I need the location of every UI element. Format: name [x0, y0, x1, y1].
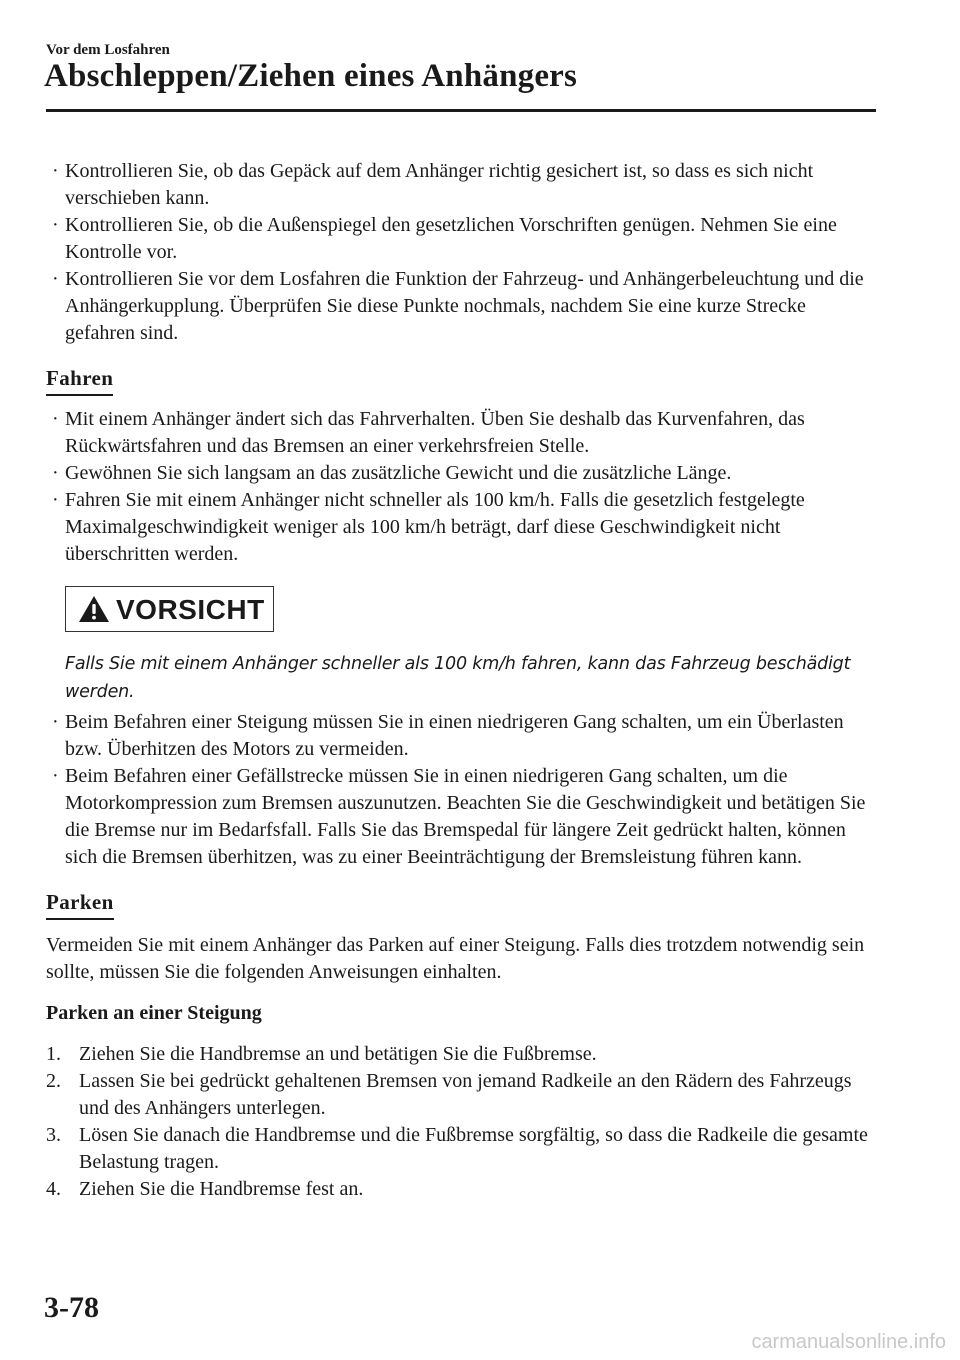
fahren-bullet-list-continued: [46, 709, 876, 871]
watermark: carmanualsonline.info: [751, 1331, 946, 1353]
bullet-text: Beim Befahren einer Gefällstrecke müssen Sie in einen niedrigeren Gang schalten, um die Motorkompression zum Bremsen auszunutzen. Beachten Sie die Geschwindigkeit und betätigen Sie die Bremse nur im Bedarfsfall. Falls Sie das Bremspedal für längere Zeit gedrückt halten, können sich die Bremsen überhitzen, was zu einer Beeinträchtigung der Bremsleistung führen kann.: [65, 765, 866, 868]
bullet-text: Kontrollieren Sie vor dem Losfahren die Funktion der Fahrzeug- und Anhängerbeleuchtung und die Anhängerkupplung. Überprüfen Sie diese Punkte nochmals, nachdem Sie eine kurze Strecke gefahren sind.: [65, 268, 864, 344]
bullet-icon: ·: [52, 462, 59, 484]
step-number: 2.: [46, 1070, 61, 1092]
parken-intro: Vermeiden Sie mit einem Anhänger das Parken auf einer Steigung. Falls dies trotzdem notwendig sein sollte, müssen Sie die folgenden Anweisungen einhalten.: [46, 934, 865, 983]
bullet-text: Gewöhnen Sie sich langsam an das zusätzliche Gewicht und die zusätzliche Länge.: [65, 462, 732, 484]
bullet-text: Fahren Sie mit einem Anhänger nicht schneller als 100 km/h. Falls die gesetzlich festgelegte Maximalgeschwindigkeit weniger als 100 km/h beträgt, darf diese Geschwindigkeit nicht überschritten werden.: [65, 489, 805, 565]
caution-text: Falls Sie mit einem Anhänger schneller als 100 km/h fahren, kann das Fahrzeug beschädigt werden.: [65, 654, 851, 702]
caution-label-box: [65, 586, 274, 632]
step-number: 4.: [46, 1178, 61, 1200]
parken-heading: Parken: [46, 889, 114, 920]
step-text: Lösen Sie danach die Handbremse und die Fußbremse sorgfältig, so dass die Radkeile die gesamte Belastung tragen.: [79, 1124, 868, 1173]
title-rule: [46, 109, 876, 112]
parken-subheading: Parken an einer Steigung: [46, 1002, 262, 1024]
bullet-text: Kontrollieren Sie, ob das Gepäck auf dem Anhänger richtig gesichert ist, so dass es sich nicht verschieben kann.: [65, 160, 814, 209]
bullet-icon: ·: [52, 711, 59, 733]
list-item: [46, 1068, 876, 1122]
list-item: [46, 1176, 876, 1203]
step-text: Ziehen Sie die Handbremse fest an.: [79, 1178, 364, 1200]
fahren-bullet-list: [46, 406, 876, 568]
bullet-text: Mit einem Anhänger ändert sich das Fahrverhalten. Üben Sie deshalb das Kurvenfahren, das Rückwärtsfahren und das Bremsen an einer verkehrsfreien Stelle.: [65, 408, 805, 457]
intro-bullet-list: [46, 158, 876, 347]
list-item: [46, 1041, 876, 1068]
list-item: [46, 1122, 876, 1176]
bullet-text: Kontrollieren Sie, ob die Außenspiegel den gesetzlichen Vorschriften genügen. Nehmen Sie eine Kontrolle vor.: [65, 214, 837, 263]
section-label: Vor dem Losfahren: [46, 42, 170, 58]
list-item: [46, 709, 876, 763]
list-item: [46, 406, 876, 460]
step-text: Lassen Sie bei gedrückt gehaltenen Bremsen von jemand Radkeile an den Rädern des Fahrzeugs und des Anhängers unterlegen.: [79, 1070, 852, 1119]
step-text: Ziehen Sie die Handbremse an und betätigen Sie die Fußbremse.: [79, 1043, 597, 1065]
step-number: 3.: [46, 1124, 61, 1146]
page-title: Abschleppen/Ziehen eines Anhängers: [44, 58, 578, 94]
list-item: [46, 158, 876, 212]
list-item: [46, 763, 876, 871]
caution-label: VORSICHT: [116, 593, 265, 625]
bullet-icon: ·: [52, 160, 59, 182]
step-number: 1.: [46, 1043, 61, 1065]
list-item: [46, 212, 876, 266]
parken-steps: [46, 1041, 876, 1203]
bullet-icon: ·: [52, 214, 59, 236]
list-item: [46, 460, 876, 487]
bullet-icon: ·: [52, 489, 59, 511]
list-item: [46, 266, 876, 347]
fahren-heading: Fahren: [46, 365, 113, 396]
warning-triangle-icon: [78, 595, 110, 623]
page-content: [46, 158, 876, 1203]
bullet-icon: ·: [52, 268, 59, 290]
bullet-icon: ·: [52, 408, 59, 430]
page-number: 3-78: [44, 1291, 99, 1324]
bullet-text: Beim Befahren einer Steigung müssen Sie in einen niedrigeren Gang schalten, um ein Überlasten bzw. Überhitzen des Motors zu vermeiden.: [65, 711, 844, 760]
list-item: [46, 487, 876, 568]
bullet-icon: ·: [52, 765, 59, 787]
